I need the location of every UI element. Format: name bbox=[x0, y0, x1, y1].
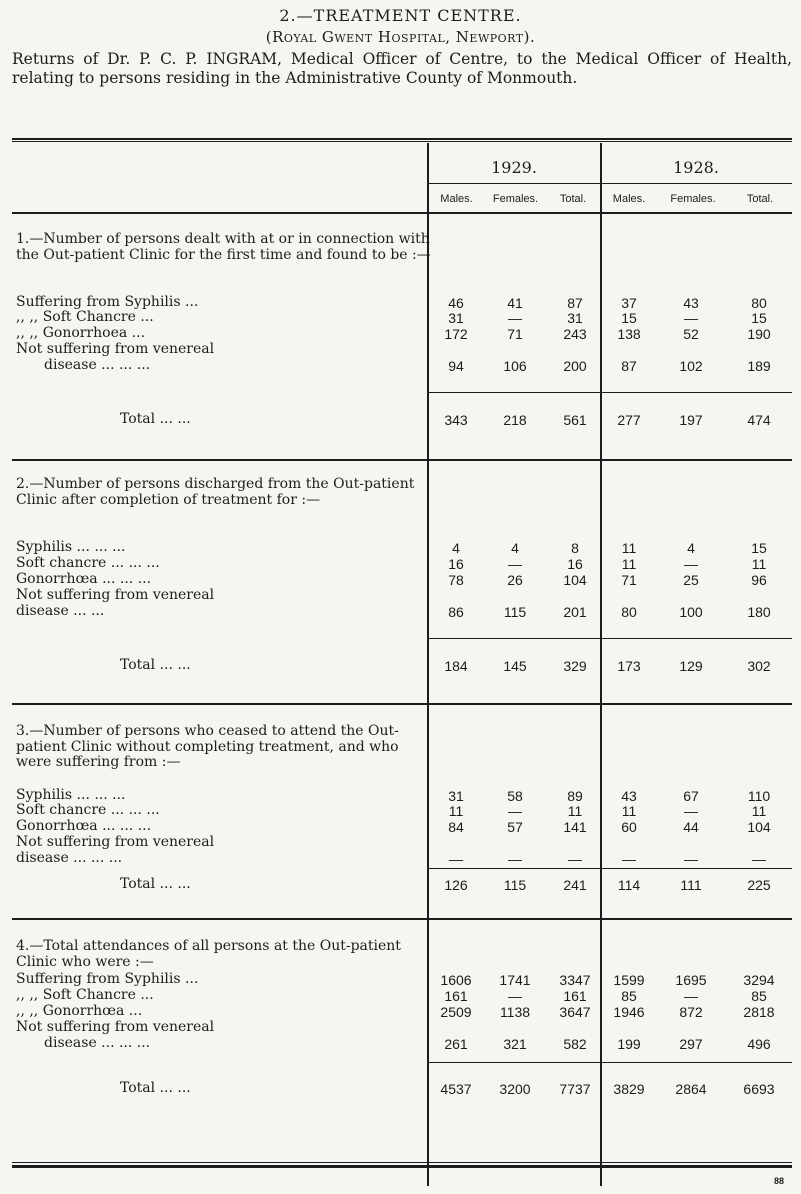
section-4-heading: 4.—Total attendances of all persons at the Out-patient Clinic who were :— bbox=[16, 938, 401, 970]
row-label: ,, ,, Gonorrhoea ... bbox=[16, 325, 146, 341]
cell: 78 bbox=[448, 572, 464, 588]
subhead-females-1929: Females. bbox=[492, 193, 539, 205]
total-cell: 145 bbox=[503, 658, 527, 674]
cell: — bbox=[622, 851, 636, 867]
cell: 31 bbox=[567, 310, 583, 326]
cell: 1741 bbox=[499, 972, 531, 988]
page-number: 88 bbox=[774, 1176, 785, 1186]
row-label: Soft chancre ... ... ... bbox=[16, 555, 160, 571]
cell: 190 bbox=[747, 326, 771, 342]
cell: — bbox=[508, 803, 522, 819]
cell: 16 bbox=[567, 556, 583, 572]
cell: 172 bbox=[444, 326, 468, 342]
cell: 11 bbox=[751, 803, 767, 819]
row-label: disease ... ... bbox=[16, 603, 105, 619]
total-label: Total ... ... bbox=[120, 411, 191, 427]
subhead-males-1928: Males. bbox=[612, 193, 646, 205]
cell: 243 bbox=[563, 326, 587, 342]
subhead-total-1928: Total. bbox=[746, 193, 774, 205]
cell: 104 bbox=[563, 572, 587, 588]
cell: 94 bbox=[448, 358, 464, 374]
row-label: ,, ,, Gonorrhœa ... bbox=[16, 1003, 143, 1019]
total-cell: 115 bbox=[503, 877, 527, 893]
cell: 84 bbox=[448, 819, 464, 835]
section-rule bbox=[12, 703, 792, 705]
cell: — bbox=[752, 851, 766, 867]
cell: 85 bbox=[621, 988, 637, 1004]
cell: 25 bbox=[683, 572, 699, 588]
cell: 15 bbox=[621, 310, 637, 326]
subtotal-rule bbox=[428, 1062, 792, 1063]
cell: 26 bbox=[507, 572, 523, 588]
cell: 872 bbox=[679, 1004, 703, 1020]
cell: 96 bbox=[751, 572, 767, 588]
total-cell: 126 bbox=[444, 877, 468, 893]
cell: 4 bbox=[687, 540, 695, 556]
cell: 297 bbox=[679, 1036, 703, 1052]
row-label: Syphilis ... ... ... bbox=[16, 539, 126, 555]
cell: 80 bbox=[621, 604, 637, 620]
total-cell: 225 bbox=[747, 877, 771, 893]
row-label: Suffering from Syphilis ... bbox=[16, 971, 199, 987]
cell: — bbox=[449, 851, 463, 867]
cell: 1599 bbox=[613, 972, 645, 988]
subtotal-rule bbox=[428, 868, 792, 869]
total-cell: 4537 bbox=[440, 1081, 472, 1097]
total-cell: 114 bbox=[617, 877, 641, 893]
cell: 31 bbox=[448, 788, 464, 804]
subtotal-rule bbox=[428, 638, 792, 639]
total-cell: 474 bbox=[747, 412, 771, 428]
top-rule-thin bbox=[12, 141, 792, 142]
cell: — bbox=[684, 988, 698, 1004]
total-label: Total ... ... bbox=[120, 657, 191, 673]
total-cell: 184 bbox=[444, 658, 468, 674]
total-cell: 6693 bbox=[743, 1081, 775, 1097]
total-label: Total ... ... bbox=[120, 1080, 191, 1096]
cell: 71 bbox=[621, 572, 637, 588]
cell: 15 bbox=[751, 310, 767, 326]
cell: 102 bbox=[679, 358, 703, 374]
cell: 1606 bbox=[440, 972, 472, 988]
cell: 189 bbox=[747, 358, 771, 374]
section-rule bbox=[12, 459, 792, 461]
cell: — bbox=[684, 803, 698, 819]
cell: 71 bbox=[507, 326, 523, 342]
cell: 37 bbox=[621, 295, 637, 311]
cell: 4 bbox=[511, 540, 519, 556]
cell: 2509 bbox=[440, 1004, 472, 1020]
cell: 60 bbox=[621, 819, 637, 835]
cell: — bbox=[684, 310, 698, 326]
subhead-males-1929: Males. bbox=[440, 193, 473, 205]
subhead-females-1928: Females. bbox=[670, 193, 716, 205]
cell: 41 bbox=[507, 295, 523, 311]
cell: 11 bbox=[751, 556, 767, 572]
cell: 67 bbox=[683, 788, 699, 804]
cell: 1695 bbox=[675, 972, 707, 988]
cell: 44 bbox=[683, 819, 699, 835]
cell: 2818 bbox=[743, 1004, 775, 1020]
cell: 4 bbox=[452, 540, 460, 556]
cell: 43 bbox=[683, 295, 699, 311]
cell: 87 bbox=[567, 295, 583, 311]
cell: 100 bbox=[679, 604, 703, 620]
cell: — bbox=[684, 556, 698, 572]
row-label: Suffering from Syphilis ... bbox=[16, 294, 199, 310]
total-cell: 343 bbox=[444, 412, 468, 428]
cell: 3294 bbox=[743, 972, 775, 988]
cell: 89 bbox=[567, 788, 583, 804]
cell: 85 bbox=[751, 988, 767, 1004]
cell: 141 bbox=[563, 819, 587, 835]
row-label: ,, ,, Soft Chancre ... bbox=[16, 987, 154, 1003]
cell: 261 bbox=[444, 1036, 468, 1052]
cell: 200 bbox=[563, 358, 587, 374]
cell: — bbox=[508, 556, 522, 572]
subtotal-rule bbox=[428, 392, 792, 393]
total-cell: 197 bbox=[679, 412, 703, 428]
row-label: Not suffering from venereal bbox=[16, 1019, 215, 1035]
subhead-total-1929: Total. bbox=[559, 193, 587, 205]
section-2-heading: 2.—Number of persons discharged from the Out-patient Clinic after completion of treatment for :— bbox=[16, 476, 415, 508]
total-cell: 277 bbox=[617, 412, 641, 428]
section-3-heading: 3.—Number of persons who ceased to attend the Out-patient Clinic without completing treatment, and who were suffering from :— bbox=[16, 723, 399, 770]
cell: 43 bbox=[621, 788, 637, 804]
bottom-rule bbox=[12, 1162, 792, 1163]
cell: 11 bbox=[448, 803, 464, 819]
cell: 57 bbox=[507, 819, 523, 835]
row-label: ,, ,, Soft Chancre ... bbox=[16, 309, 154, 325]
row-label: Not suffering from venereal bbox=[16, 834, 215, 850]
row-label: disease ... ... ... bbox=[16, 850, 123, 866]
cell: 11 bbox=[621, 540, 637, 556]
total-cell: 129 bbox=[679, 658, 703, 674]
total-cell: 2864 bbox=[675, 1081, 707, 1097]
row-label: Not suffering from venereal bbox=[16, 341, 215, 357]
cell: 31 bbox=[448, 310, 464, 326]
cell: — bbox=[508, 851, 522, 867]
row-label: Soft chancre ... ... ... bbox=[16, 802, 160, 818]
row-label: Syphilis ... ... ... bbox=[16, 787, 126, 803]
year-underline bbox=[428, 183, 792, 184]
cell: 138 bbox=[617, 326, 641, 342]
cell: 87 bbox=[621, 358, 637, 374]
cell: 46 bbox=[448, 295, 464, 311]
cell: — bbox=[508, 988, 522, 1004]
cell: 3347 bbox=[559, 972, 591, 988]
total-cell: 241 bbox=[563, 877, 587, 893]
cell: 11 bbox=[621, 803, 637, 819]
section-rule bbox=[12, 918, 792, 920]
cell: 104 bbox=[747, 819, 771, 835]
page-title: 2.—TREATMENT CENTRE. bbox=[279, 6, 522, 25]
row-label: Gonorrhœa ... ... ... bbox=[16, 571, 152, 587]
cell: 11 bbox=[621, 556, 637, 572]
total-cell: 173 bbox=[617, 658, 641, 674]
cell: 15 bbox=[751, 540, 767, 556]
cell: 3647 bbox=[559, 1004, 591, 1020]
year-1928: 1928. bbox=[673, 158, 719, 177]
cell: 199 bbox=[617, 1036, 641, 1052]
cell: 58 bbox=[507, 788, 523, 804]
cell: 1946 bbox=[613, 1004, 645, 1020]
cell: 201 bbox=[563, 604, 587, 620]
bottom-rule-thick bbox=[12, 1165, 792, 1168]
row-label: Gonorrhœa ... ... ... bbox=[16, 818, 152, 834]
intro-paragraph: Returns of Dr. P. C. P. INGRAM, Medical Officer of Centre, to the Medical Officer of Health, relating to persons residing in the Administrative County of Monmouth. bbox=[12, 50, 792, 87]
cell: — bbox=[568, 851, 582, 867]
cell: 110 bbox=[747, 788, 771, 804]
cell: 161 bbox=[563, 988, 587, 1004]
cell: 496 bbox=[747, 1036, 771, 1052]
row-label: Not suffering from venereal bbox=[16, 587, 215, 603]
total-cell: 302 bbox=[747, 658, 771, 674]
cell: 161 bbox=[444, 988, 468, 1004]
cell: — bbox=[508, 310, 522, 326]
total-cell: 3200 bbox=[499, 1081, 531, 1097]
cell: 11 bbox=[567, 803, 583, 819]
cell: 8 bbox=[571, 540, 579, 556]
cell: 52 bbox=[683, 326, 699, 342]
cell: 582 bbox=[563, 1036, 587, 1052]
total-cell: 329 bbox=[563, 658, 587, 674]
total-cell: 111 bbox=[680, 877, 702, 893]
cell: 321 bbox=[503, 1036, 527, 1052]
cell: 180 bbox=[747, 604, 771, 620]
cell: 80 bbox=[751, 295, 767, 311]
total-cell: 3829 bbox=[613, 1081, 645, 1097]
header-bottom-rule bbox=[12, 212, 792, 214]
cell: — bbox=[684, 851, 698, 867]
row-label: disease ... ... ... bbox=[44, 357, 151, 373]
section-1-heading: 1.—Number of persons dealt with at or in connection with the Out-patient Clinic for the first time and found to be :— bbox=[16, 231, 431, 263]
cell: 86 bbox=[448, 604, 464, 620]
total-label: Total ... ... bbox=[120, 876, 191, 892]
cell: 16 bbox=[448, 556, 464, 572]
total-cell: 7737 bbox=[559, 1081, 591, 1097]
year-1929: 1929. bbox=[491, 158, 537, 177]
total-cell: 561 bbox=[563, 412, 587, 428]
cell: 106 bbox=[503, 358, 527, 374]
cell: 1138 bbox=[499, 1004, 531, 1020]
hospital-subtitle: (Royal Gwent Hospital, Newport). bbox=[265, 28, 536, 46]
cell: 115 bbox=[503, 604, 527, 620]
top-rule bbox=[12, 138, 792, 140]
total-cell: 218 bbox=[503, 412, 527, 428]
row-label: disease ... ... ... bbox=[44, 1035, 151, 1051]
